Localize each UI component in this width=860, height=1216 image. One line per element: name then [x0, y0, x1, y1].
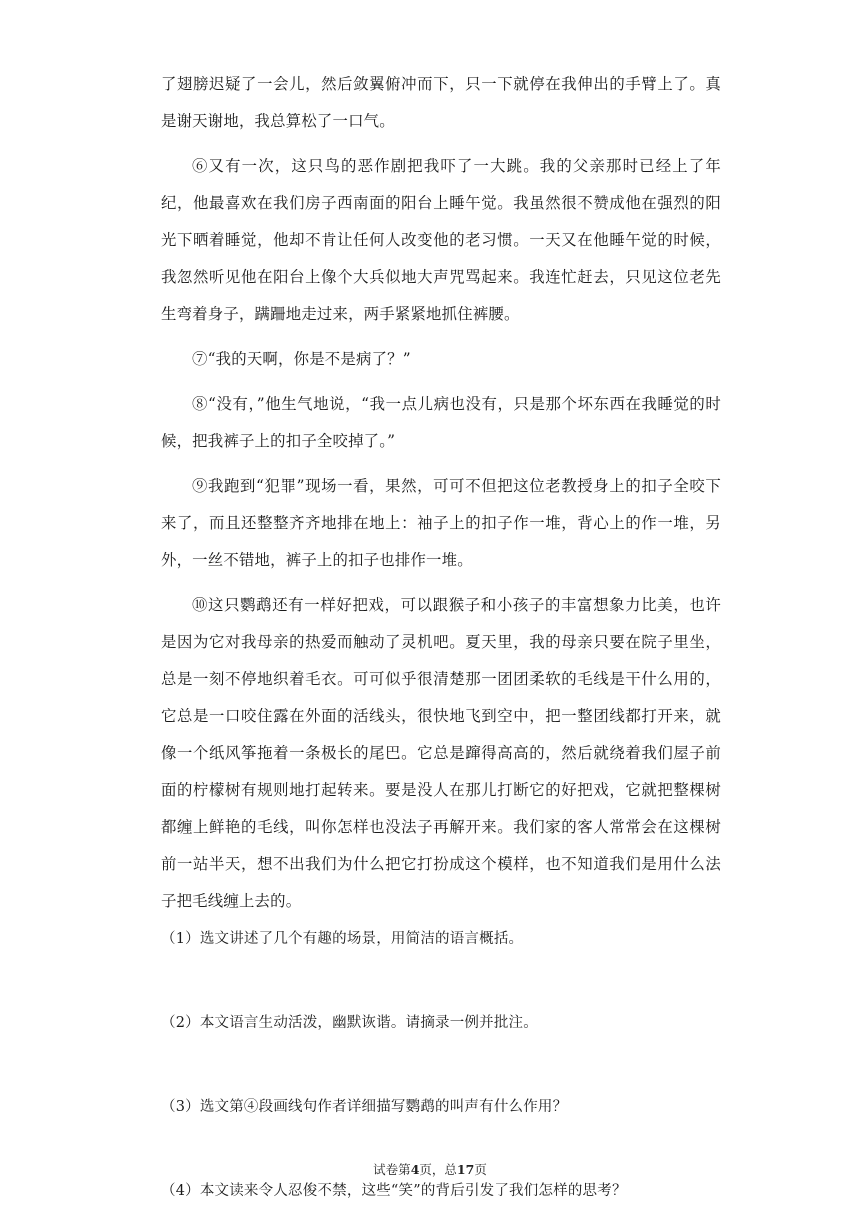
reading-passage	[161, 66, 721, 1206]
question-3: （3）选文第④段画线句作者详细描写鹦鹉的叫声有什么作用？	[161, 1099, 568, 1115]
paragraph-6: ⑥又有一次，这只鸟的恶作剧把我吓了一大跳。我的父亲那时已经上了年纪，他最喜欢在我们房子西南面的阳台上睡午觉。我虽然很不赞成他在强烈的阳光下晒着睡觉，他却不肯让任何人改变他的老习惯。一天又在他睡午觉的时候，我忽然听见他在阳台上像个大兵似地大声咒骂起来。我连忙赶去，只见这位老先生弯着身子，蹒跚地走过来，两手紧紧地抓住裤腰。	[161, 157, 721, 323]
question-1: （1）选文讲述了几个有趣的场景，用简洁的语言概括。	[161, 931, 524, 947]
paragraph-7: ⑦“我的天啊，你是不是病了？”	[192, 350, 411, 368]
paragraph-9: ⑨我跑到“犯罪”现场一看，果然，可可不但把这位老教授身上的扣子全咬下来了，而且还整整齐齐地排在地上：袖子上的扣子作一堆，背心上的作一堆，另外，一丝不错地，裤子上的扣子也排作一堆。	[161, 477, 721, 569]
footer-prefix: 试卷第	[373, 1162, 411, 1177]
paragraph-8: ⑧“没有，”他生气地说，“我一点儿病也没有，只是那个坏东西在我睡觉的时候，把我裤子上的扣子全咬掉了。”	[161, 395, 721, 450]
footer-page-number: 4	[410, 1162, 420, 1177]
footer-total-pages: 17	[456, 1162, 475, 1177]
paragraph-10: ⑩这只鹦鹉还有一样好把戏，可以跟猴子和小孩子的丰富想象力比美，也许是因为它对我母亲的热爱而触动了灵机吧。夏天里，我的母亲只要在院子里坐，总是一刻不停地织着毛衣。可可似乎很清楚那一团团柔软的毛线是干什么用的，它总是一口咬住露在外面的活线头，很快地飞到空中，把一整团线都打开来，就像一个纸风筝拖着一条极长的尾巴。它总是蹿得高高的，然后就绕着我们屋子前面的柠檬树有规则地打起转来。要是没人在那儿打断它的好把戏，它就把整棵树都缠上鲜艳的毛线，叫你怎样也没法子再解开来。我们家的客人常常会在这棵树前一站半天，想不出我们为什么把它打扮成这个模样，也不知道我们是用什么法子把毛线缠上去的。	[161, 596, 721, 910]
footer-suffix: 页	[474, 1162, 487, 1177]
footer-middle: 页，总	[419, 1162, 457, 1177]
question-2: （2）本文语言生动活泼，幽默诙谐。请摘录一例并批注。	[161, 1015, 538, 1031]
question-4: （4）本文读来令人忍俊不禁，这些“笑”的背后引发了我们怎样的思考？	[161, 1183, 627, 1199]
paragraph-continued: 了翅膀迟疑了一会儿，然后敛翼俯冲而下，只一下就停在我伸出的手臂上了。真是谢天谢地，我总算松了一口气。	[161, 75, 721, 130]
page-footer	[0, 1160, 860, 1180]
